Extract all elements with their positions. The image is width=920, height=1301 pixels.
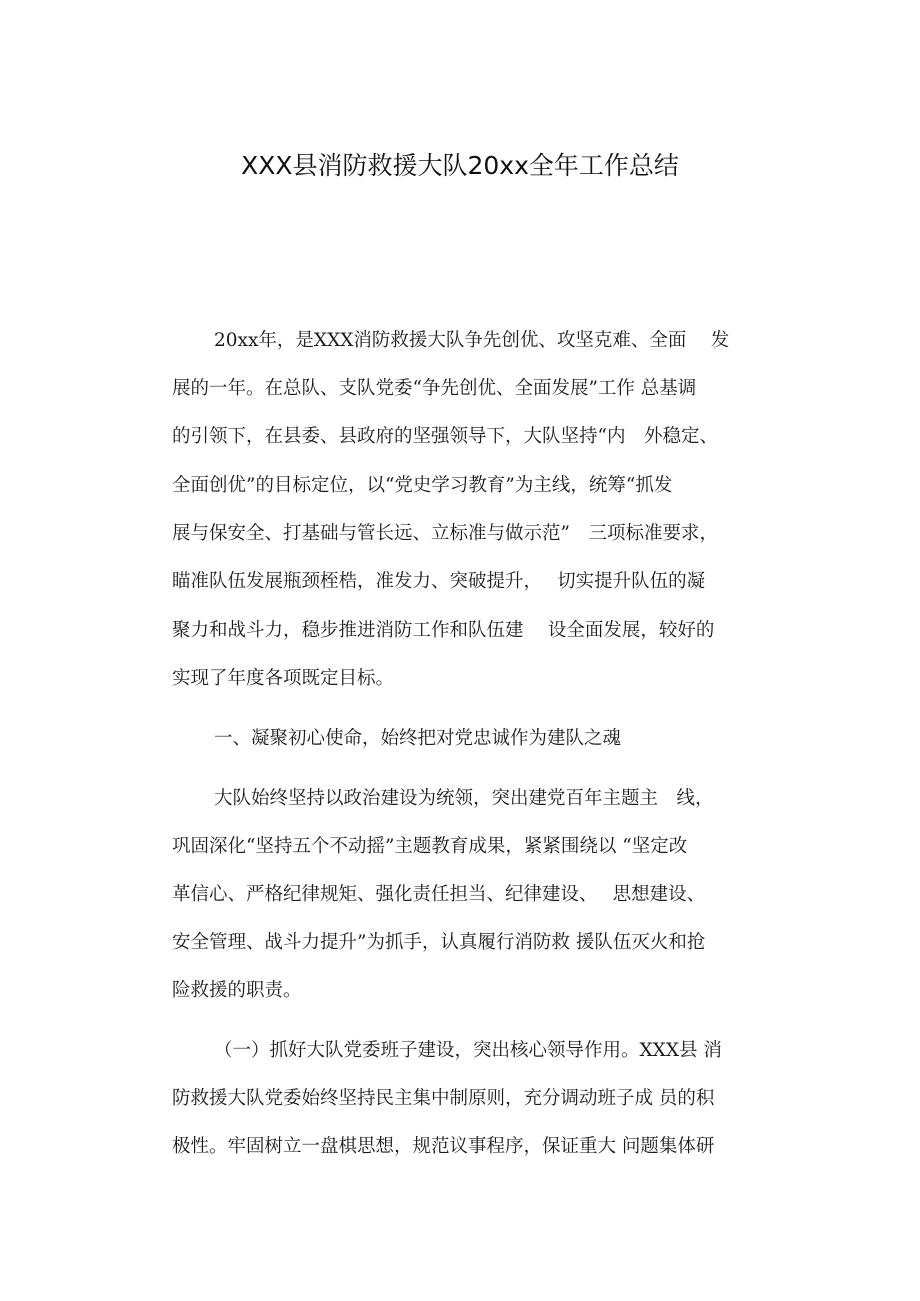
paragraph-line: 展与保安全、打基础与管长远、立标准与做示范” 三项标准要求， [172, 523, 718, 544]
paragraph-line: 安全管理、战斗力提升”为抓手，认真履行消防救 援队伍灭火和抢 [172, 932, 706, 953]
paragraph-line: 防救援大队党委始终坚持民主集中制原则，充分调动班子成 员的积 [172, 1088, 715, 1109]
paragraph-line: 巩固深化“坚持五个不动摇”主题教育成果，紧紧围绕以 “坚定改 [172, 836, 688, 857]
paragraph-line: 极性。牢固树立一盘棋思想，规范议事程序，保证重大 问题集体研 [172, 1136, 715, 1157]
paragraph-line: 大队始终坚持以政治建设为统领，突出建党百年主题主 线， [214, 788, 714, 809]
paragraph-line: 实现了年度各项既定目标。 [172, 668, 395, 689]
paragraph-line: 的引领下，在县委、县政府的坚强领导下，大队坚持“内 外稳定、 [172, 426, 718, 447]
document-title: XXX县消防救援大队20xx全年工作总结 [241, 151, 679, 180]
paragraph-line: 瞄准队伍发展瓶颈桎梏，准发力、突破提升， 切实提升队伍的凝 [172, 571, 706, 592]
subsection-heading-line: （一）抓好大队党委班子建设，突出核心领导作用。XXX县 消 [214, 1040, 722, 1061]
paragraph-line: 革信心、严格纪律规矩、强化责任担当、纪律建设、 思想建设、 [172, 884, 706, 905]
paragraph-line: 20xx年，是XXX消防救援大队争先创优、攻坚克难、全面 发 [214, 330, 730, 351]
paragraph-line: 险救援的职责。 [172, 980, 302, 1001]
paragraph-line: 展的一年。在总队、支队党委“争先创优、全面发展”工作 总基调 [172, 378, 697, 399]
paragraph-line: 聚力和战斗力，稳步推进消防工作和队伍建 设全面发展，较好的 [172, 620, 715, 641]
paragraph-line: 全面创优”的目标定位，以“党史学习教育”为主线，统筹“抓发 [172, 475, 673, 496]
section-heading: 一、凝聚初心使命，始终把对党忠诚作为建队之魂 [214, 728, 622, 749]
